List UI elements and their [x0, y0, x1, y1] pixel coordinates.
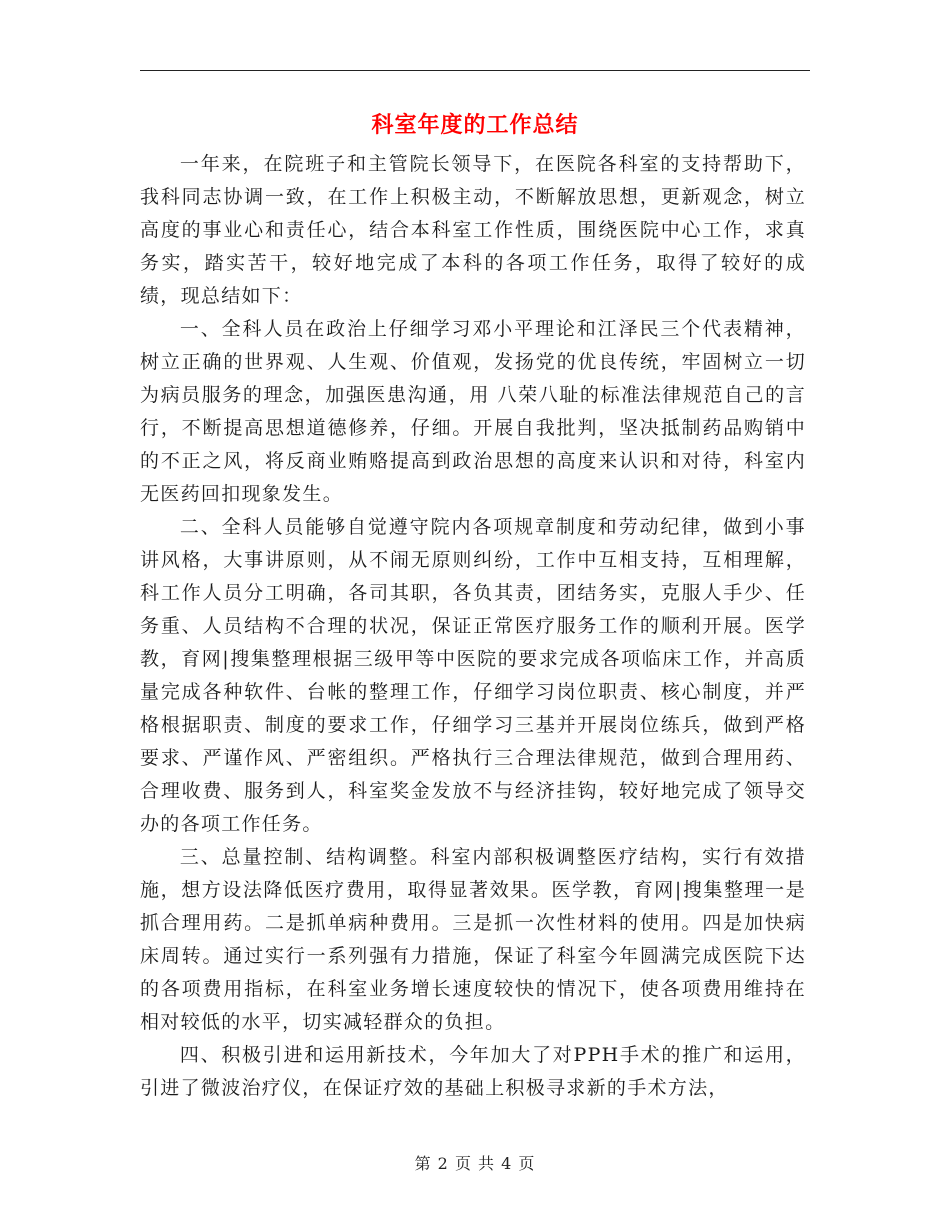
document-title: 科室年度的工作总结	[371, 112, 579, 138]
paragraph-section-1: 一、全科人员在政治上仔细学习邓小平理论和江泽民三个代表精神，树立正确的世界观、人生观、价值观，发扬党的优良传统，牢固树立一切为病员服务的理念，加强医患沟通，用 八荣八耻的标准法律规范自己的言行，不断提高思想道德修养，仔细。开展自我批判，坚决抵制药品购销中的不正之风，将反商业贿赂提高到政治思想的高度来认识和对待，科室内无医药回扣现象发生。	[140, 318, 806, 505]
paragraph-intro: 一年来，在院班子和主管院长领导下，在医院各科室的支持帮助下，我科同志协调一致，在工作上积极主动，不断解放思想，更新观念，树立高度的事业心和责任心，结合本科室工作性质，围绕医院中心工作，求真务实，踏实苦干，较好地完成了本科的各项工作任务，取得了较好的成绩，现总结如下：	[140, 153, 806, 307]
page-number-footer: 第 2 页 共 4 页	[414, 1154, 536, 1173]
paragraph-section-4: 四、积极引进和运用新技术，今年加大了对PPH手术的推广和运用，引进了微波治疗仪，在保证疗效的基础上积极寻求新的手术方法，	[140, 1044, 806, 1099]
document-body	[140, 148, 806, 1105]
paragraph-section-3: 三、总量控制、结构调整。科室内部积极调整医疗结构，实行有效措施，想方设法降低医疗费用，取得显著效果。医学教，育网|搜集整理一是抓合理用药。二是抓单病种费用。三是抓一次性材料的使用。四是加快病床周转。通过实行一系列强有力措施，保证了科室今年圆满完成医院下达的各项费用指标，在科室业务增长速度较快的情况下，使各项费用维持在相对较低的水平，切实减轻群众的负担。	[140, 846, 806, 1033]
header-rule	[140, 70, 810, 71]
paragraph-section-2: 二、全科人员能够自觉遵守院内各项规章制度和劳动纪律，做到小事讲风格，大事讲原则，从不闹无原则纠纷，工作中互相支持，互相理解，科工作人员分工明确，各司其职，各负其责，团结务实，克服人手少、任务重、人员结构不合理的状况，保证正常医疗服务工作的顺利开展。医学教，育网|搜集整理根据三级甲等中医院的要求完成各项临床工作，并高质量完成各种软件、台帐的整理工作，仔细学习岗位职责、核心制度，并严格根据职责、制度的要求工作，仔细学习三基并开展岗位练兵，做到严格要求、严谨作风、严密组织。严格执行三合理法律规范，做到合理用药、合理收费、服务到人，科室奖金发放不与经济挂钩，较好地完成了领导交办的各项工作任务。	[140, 516, 806, 835]
